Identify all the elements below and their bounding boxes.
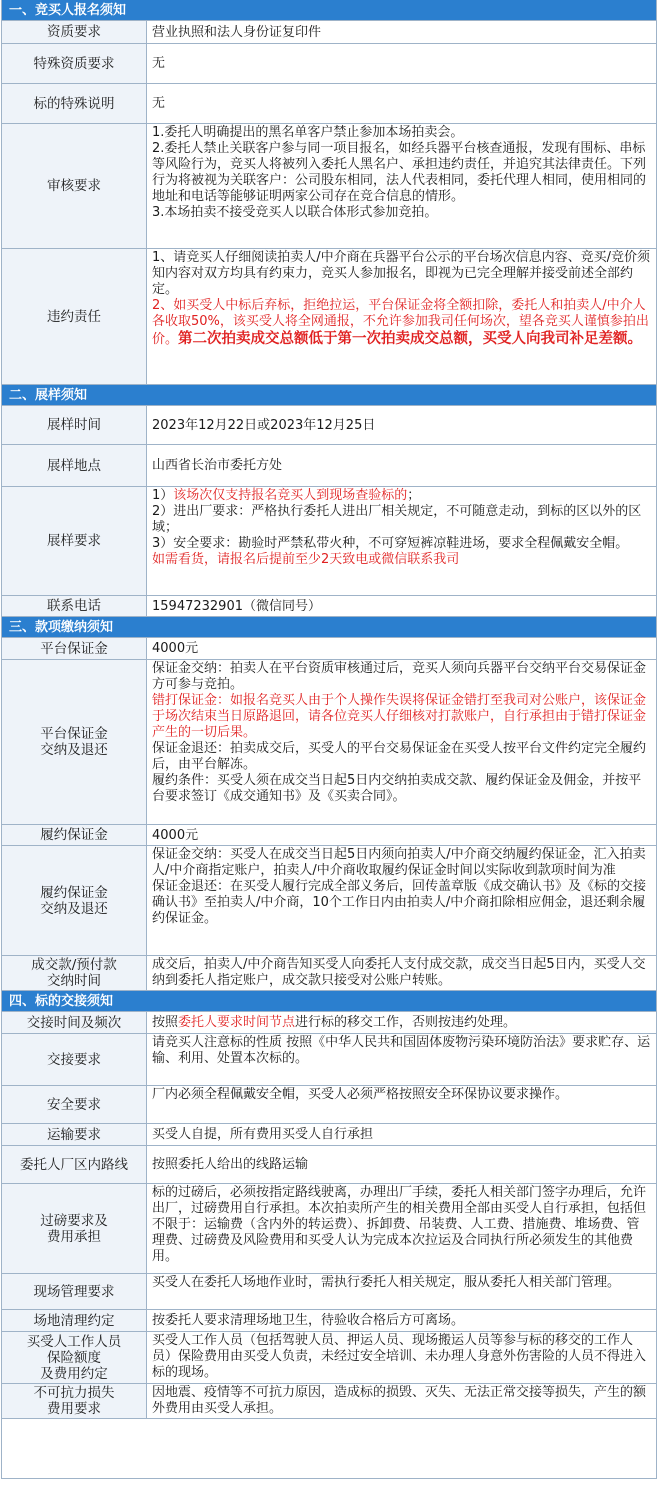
row-label: 成交款/预付款 交纳时间 xyxy=(2,956,147,990)
value-text: 4000元 xyxy=(152,827,199,843)
value-text: 按照委托人给出的线路运输 xyxy=(152,1157,309,1172)
value-paragraph xyxy=(152,96,165,112)
table-row xyxy=(2,487,656,596)
value-paragraph xyxy=(152,536,652,552)
value-text: 3）安全要求：勘验时严禁私带火种，不可穿短裤凉鞋进场，要求全程佩戴安全帽。 xyxy=(152,536,629,551)
value-text: 厂内必须全程佩戴安全帽，买受人必须严格按照安全环保协议要求操作。 xyxy=(152,1087,569,1102)
value-paragraph xyxy=(152,488,652,504)
value-text: 保证金交纳：买受人在成交当日起5日内须向拍卖人/中介商交纳履约保证金，汇入拍卖人/中介商指定账户，拍卖人/中介商收取履约保证金时间以实际收到款项时间为准 xyxy=(152,847,646,878)
value-text: 营业执照和法人身份证复印件 xyxy=(152,24,322,40)
row-label: 安全要求 xyxy=(2,1086,147,1123)
table-row xyxy=(2,406,656,445)
value-text: 买受人自提，所有费用买受人自行承担 xyxy=(152,1127,374,1142)
value-paragraph xyxy=(152,1157,308,1173)
highlight-text: 2、如买受人中标后弃标，拒绝拉运，平台保证金将全额扣除，委托人和拍卖人/中介人各收取50%，该买受人将全网通报，不允许参加我司任何场次，望各竞买人谨慎参拍出价。 xyxy=(152,298,649,347)
value-paragraph xyxy=(152,1087,652,1103)
value-text: 按委托人要求清理场地卫生，待验收合格后方可离场。 xyxy=(152,1313,465,1328)
highlight-text: 如需看货，请报名后提前至少2天致电或微信联系我司 xyxy=(152,552,460,567)
row-label: 履约保证金 xyxy=(2,825,147,845)
table-row xyxy=(2,1124,656,1146)
value-text: 请竞买人注意标的性质 按照《中华人民共和国固体废物污染环境防治法》要求贮存、运输、利用、处置本次标的。 xyxy=(152,1035,651,1066)
highlight-text: 该场次仅支持报名竞买人到现场查验标的 xyxy=(173,488,408,503)
row-label: 标的特殊说明 xyxy=(2,84,147,123)
row-value xyxy=(147,1146,656,1183)
table-row xyxy=(2,1184,656,1274)
table-row xyxy=(2,84,656,124)
row-label: 交接时间及频次 xyxy=(2,1012,147,1033)
section-header: 三、款项缴纳须知 xyxy=(2,617,656,638)
value-text: 1） xyxy=(152,488,174,503)
row-value xyxy=(147,406,656,444)
row-value xyxy=(147,956,656,990)
row-value xyxy=(147,1332,656,1383)
value-paragraph xyxy=(152,458,282,474)
value-text: 保证金退还：拍卖成交后，买受人的平台交易保证金在买受人按平台文件约定完全履约后，由平台解冻。 xyxy=(152,741,647,772)
row-label: 平台保证金 xyxy=(2,638,147,659)
value-text: 履约条件：买受人须在成交当日起5日内交纳拍卖成交款、履约保证金及佣金，并按平台要求签订《成交通知书》及《买卖合同》。 xyxy=(152,773,642,804)
row-label: 履约保证金 交纳及退还 xyxy=(2,846,147,955)
row-label: 交接要求 xyxy=(2,1034,147,1085)
value-paragraph xyxy=(152,879,652,927)
row-value xyxy=(147,1012,656,1033)
section-header: 四、标的交接须知 xyxy=(2,991,656,1012)
value-paragraph xyxy=(152,1185,652,1265)
table-row xyxy=(2,846,656,956)
value-text: 买受人在委托人场地作业时，需执行委托人相关规定，服从委托人相关部门管理。 xyxy=(152,1275,621,1290)
row-label: 特殊资质要求 xyxy=(2,44,147,83)
value-paragraph xyxy=(152,552,652,568)
value-paragraph xyxy=(152,693,652,741)
value-paragraph xyxy=(152,661,652,693)
highlight-text: 第二次拍卖成交总额低于第一次拍卖成交总额，买受人向我司补足差额。 xyxy=(178,330,643,347)
value-paragraph xyxy=(152,1015,516,1031)
value-text: 2023年12月22日或2023年12月25日 xyxy=(152,417,376,433)
value-text: 保证金交纳：拍卖人在平台资质审核通过后，竞买人须向兵器平台交纳平台交易保证金方可参与竞拍。 xyxy=(152,661,647,692)
section-header: 一、竞买人报名须知 xyxy=(2,0,656,21)
value-paragraph xyxy=(152,1035,652,1067)
value-paragraph xyxy=(152,828,198,844)
value-paragraph xyxy=(152,298,652,348)
table-row xyxy=(2,1034,656,1086)
row-value xyxy=(147,124,656,248)
value-paragraph xyxy=(152,25,321,41)
table-row xyxy=(2,124,656,249)
value-paragraph xyxy=(152,250,652,298)
row-value xyxy=(147,84,656,123)
row-label: 展样要求 xyxy=(2,487,147,595)
value-paragraph xyxy=(152,1275,652,1291)
row-value xyxy=(147,21,656,43)
row-value xyxy=(147,825,656,845)
value-paragraph xyxy=(152,1385,652,1417)
table-row xyxy=(2,1274,656,1310)
table-row xyxy=(2,44,656,84)
value-text: 无 xyxy=(152,96,166,111)
row-label: 不可抗力损失 费用要求 xyxy=(2,1384,147,1418)
row-value xyxy=(147,1184,656,1273)
row-value xyxy=(147,846,656,955)
value-paragraph xyxy=(152,1127,373,1143)
row-value xyxy=(147,1384,656,1418)
value-text: 进行标的移交工作，否则按违约处理。 xyxy=(295,1015,517,1030)
table-row xyxy=(2,1310,656,1332)
row-label: 展样地点 xyxy=(2,445,147,486)
table-row xyxy=(2,21,656,44)
value-text: 成交后，拍卖人/中介商告知买受人向委托人支付成交款，成交当日起5日内，买受人交纳到委托人指定账户，成交款只接受对公账户转账。 xyxy=(152,957,646,988)
table-row xyxy=(2,445,656,487)
row-value xyxy=(147,1034,656,1085)
highlight-text: 委托人要求时间节点 xyxy=(178,1015,296,1030)
value-text: 1、请竞买人仔细阅读拍卖人/中介商在兵器平台公示的平台场次信息内容、竞买/竞价须知内容对双方均具有约束力，竞买人参加报名，即视为已完全理解并接受前述全部约定。 xyxy=(152,250,651,297)
value-text: 因地震、疫情等不可抗力原因，造成标的损毁、灭失、无法正常交接等损失，产生的额外费用由买受人承担。 xyxy=(152,1385,647,1416)
table-row xyxy=(2,1332,656,1384)
value-text: 2）进出厂要求：严格执行委托人进出厂相关规定，不可随意走动，到标的区以外的区域； xyxy=(152,504,642,535)
value-text: 标的过磅后，必须按指定路线驶离，办理出厂手续，委托人相关部门签字办理后，允许出厂，过磅费用自行承担。本次拍卖所产生的相关费用全部由买受人自行承担，包括但不限于：运输费（含内外的转运费）、拆卸费、吊装费、人工费、措施费、堆场费、管理费、过磅费及风险费用和买受人认为完成本次拉运及合同执行所必须发生的其他费用。 xyxy=(152,1185,647,1264)
row-label: 审核要求 xyxy=(2,124,147,248)
value-paragraph xyxy=(152,504,652,536)
value-paragraph xyxy=(152,957,652,989)
section-header: 二、展样须知 xyxy=(2,385,656,406)
value-text: 买受人工作人员（包括驾驶人员、押运人员、现场搬运人员等参与标的移交的工作人员）保险费用由买受人负责，未经过安全培训、未办理人身意外伤害险的人员不得进入标的现场。 xyxy=(152,1333,647,1380)
row-value xyxy=(147,445,656,486)
value-paragraph xyxy=(152,418,375,434)
row-value xyxy=(147,1124,656,1145)
table-row xyxy=(2,1086,656,1124)
highlight-text: 错打保证金：如报名竞买人由于个人操作失误将保证金错打至我司对公账户，该保证金于场次结束当日原路退回，请各位竞买人仔细核对打款账户，自行承担由于错打保证金产生的一切后果。 xyxy=(152,693,647,740)
table-row xyxy=(2,660,656,825)
value-text: 3.本场拍卖不接受竞买人以联合体形式参加竞拍。 xyxy=(152,205,438,220)
value-paragraph xyxy=(152,741,652,773)
row-value xyxy=(147,596,656,616)
row-label: 违约责任 xyxy=(2,249,147,384)
row-label: 过磅要求及 费用承担 xyxy=(2,1184,147,1273)
row-value xyxy=(147,1310,656,1331)
row-value xyxy=(147,660,656,824)
row-value xyxy=(147,638,656,659)
table-row xyxy=(2,249,656,385)
table-row xyxy=(2,1146,656,1184)
value-text: 按照 xyxy=(152,1015,179,1030)
table-row xyxy=(2,956,656,991)
table-row xyxy=(2,638,656,660)
table-row xyxy=(2,825,656,846)
value-paragraph xyxy=(152,847,652,879)
row-label: 资质要求 xyxy=(2,21,147,43)
row-label: 场地清理约定 xyxy=(2,1310,147,1331)
row-label: 买受人工作人员 保险额度 及费用约定 xyxy=(2,1332,147,1383)
value-paragraph xyxy=(152,141,652,205)
row-value xyxy=(147,487,656,595)
value-text: 山西省长治市委托方处 xyxy=(152,458,283,473)
value-text: 15947232901（微信同号） xyxy=(152,598,321,614)
table-row xyxy=(2,1384,656,1419)
row-label: 运输要求 xyxy=(2,1124,147,1145)
row-value xyxy=(147,249,656,384)
row-value xyxy=(147,1274,656,1309)
value-paragraph xyxy=(152,641,198,657)
row-label: 展样时间 xyxy=(2,406,147,444)
value-paragraph xyxy=(152,125,652,141)
row-value xyxy=(147,1086,656,1123)
row-label: 委托人厂区内路线 xyxy=(2,1146,147,1183)
value-text: 4000元 xyxy=(152,641,199,656)
value-text: 保证金退还：在买受人履行完成全部义务后，回传盖章版《成交确认书》及《标的交接确认书》至拍卖人/中介商，10个工作日内由拍卖人/中介商扣除相应佣金，退还剩余履约保证金。 xyxy=(152,879,647,926)
row-label: 现场管理要求 xyxy=(2,1274,147,1309)
value-text: 无 xyxy=(152,56,166,71)
value-text: 1.委托人明确提出的黑名单客户禁止参加本场拍卖会。 xyxy=(152,125,464,140)
value-paragraph xyxy=(152,1313,464,1329)
notice-table xyxy=(1,0,657,1479)
table-row xyxy=(2,596,656,617)
value-paragraph xyxy=(152,1333,652,1381)
value-paragraph xyxy=(152,205,652,221)
value-text: 2.委托人禁止关联客户参与同一项目报名，如经兵器平台核查通报，发现有围标、串标等风险行为，竞买人将被列入委托人黑名户、承担违约责任，并追究其法律责任。下列行为将被视为关联客户：公司股东相同，法人代表相同，委托代理人相同，使用相同的地址和电话等能够证明两家公司存在竞合信息的情形。 xyxy=(152,141,647,204)
table-row xyxy=(2,1012,656,1034)
row-label: 平台保证金 交纳及退还 xyxy=(2,660,147,824)
row-label: 联系电话 xyxy=(2,596,147,616)
value-paragraph xyxy=(152,599,321,615)
value-text: ； xyxy=(407,488,421,503)
row-value xyxy=(147,44,656,83)
value-paragraph xyxy=(152,773,652,805)
value-paragraph xyxy=(152,56,165,72)
